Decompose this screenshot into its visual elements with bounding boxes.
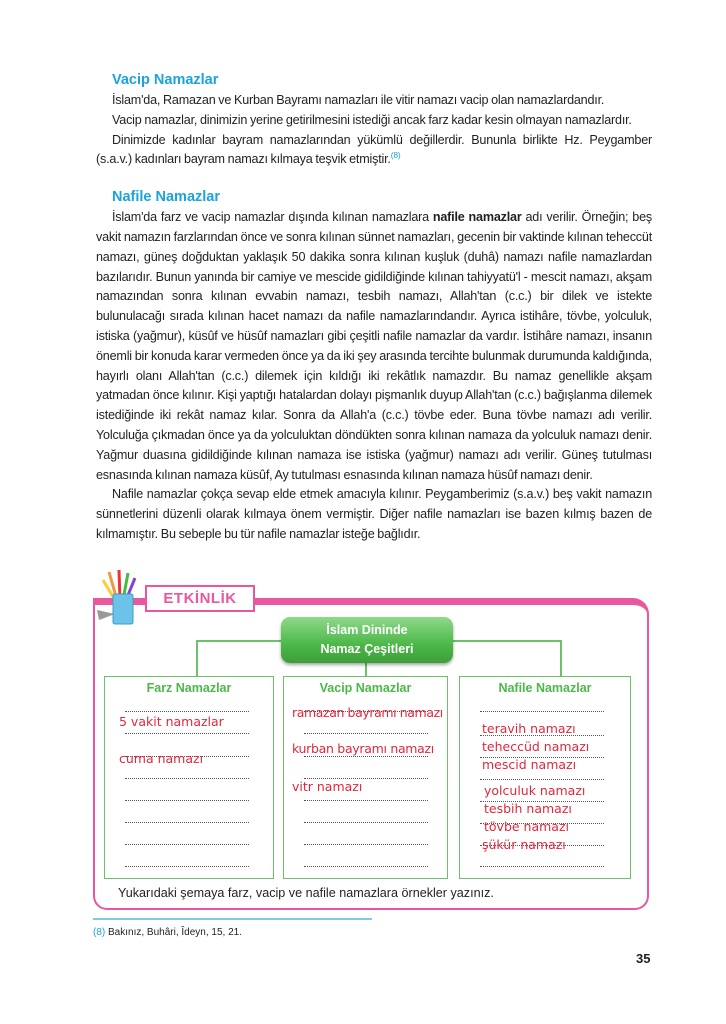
paragraph (96, 131, 652, 171)
handwritten-answer: tesbih namazı (484, 801, 572, 816)
paragraph: İslam'da, Ramazan ve Kurban Bayramı namazları ile vitir namazı vacip olan namazlardandır. (112, 93, 605, 107)
footnote (93, 927, 242, 938)
footnote-ref: (8) (390, 150, 401, 161)
paragraph-text: adı verilir. Örneğin; beş vakit namazın farzlarından önce ve sonra kılınan sünnet namazları, gecenin bir vaktinde kılınan teheccüt namazı, güneş doğduktan yaklaşık 50 dakika sonra kılınan kuşluk (duhâ) namazı nafile namazlardan bazılarıdır. Bunun yanında bir camiye ve mescide gidildiğinde kılınan tahiyyatü'l - mescit namazı, akşam namazından sonra kılınan evvabin namazı, tesbih namazı, Allah'tan (c.c.) bir dilek ve istekte bulunulacağı sırada kılınan hacet namazı da nafile namazlarındandır. Ayrıca istihâre, tövbe, yolculuk, istiska (yağmur), küsûf ve hüsûf namazları gibi çeşitli nafile namazlar da vardır. İstihâre namazı, insanın önemli bir konuda karar vermeden önce ya da iki şey arasında tercihte bulunmak durumunda kaldığında, hayırlı olanı Allah'tan (c.c.) dilemek için kıldığı iki rekâtlık namazdır. Bu namaz genellikle akşam yatmadan önce kılınır. Kişi yaptığı hatalardan dolayı pişmanlık duyup Allah'tan (c.c.) bağışlanma dilemek istediğinde iki rekât namaz kılar. Sonra da Allah'a (c.c.) tövbe eder. Buna tövbe namazı adı verilir. Yolculuğa çıkmadan önce ya da yolculuktan döndükten sonra kılınan namaza da yolculuk namazı denir. Yağmur duasına gidildiğinde kılınan namaza ise istiska (yağmur) namazı adı verilir. Güneş tutulması esnasında kılınan namaza küsûf, Ay tutulması esnasında kılınan namaza hüsûf namazı denir. (96, 210, 652, 482)
answer-line[interactable] (125, 733, 249, 734)
activity-instruction: Yukarıdaki şemaya farz, vacip ve nafile namazlara örnekler yazınız. (118, 886, 494, 900)
answer-line[interactable] (125, 711, 249, 712)
paragraph (96, 208, 652, 485)
column-vacip (283, 676, 448, 879)
answer-line[interactable] (304, 733, 428, 734)
answer-line[interactable] (480, 779, 604, 780)
answer-line[interactable] (304, 822, 428, 823)
body-text (96, 71, 652, 545)
answer-line[interactable] (304, 800, 428, 801)
column-nafile (459, 676, 631, 879)
page-number: 35 (636, 951, 651, 966)
answer-line[interactable] (125, 822, 249, 823)
connector-line (196, 640, 281, 642)
answer-line[interactable] (125, 778, 249, 779)
section-title-vacip: Vacip Namazlar (112, 72, 219, 88)
pencil-cup-icon (95, 570, 141, 626)
paragraph: Vacip namazlar, dinimizin yerine getirilmesini istediği ancak farz kadar kesin olmayan namazlardır. (112, 112, 632, 127)
answer-line[interactable] (125, 800, 249, 801)
footnote-text: Bakınız, Buhâri, Îdeyn, 15, 21. (105, 927, 242, 938)
center-node (281, 617, 453, 663)
column-title: Nafile Namazlar (498, 681, 592, 695)
activity-label: ETKİNLİK (145, 585, 255, 612)
answer-line[interactable] (304, 844, 428, 845)
handwritten-answer: cuma namazı (119, 751, 204, 766)
bold-term: nafile namazlar (432, 210, 522, 225)
column-title: Vacip Namazlar (319, 681, 412, 695)
paragraph: Nafile namazlar çokça sevap elde etmek amacıyla kılınır. Peygamberimiz (s.a.v.) beş vakit namazın sünnetlerini düzenli olarak kılmaya önem vermiştir. Diğer nafile namazları ise bazen kılmış bazen de kılmamıştır. Bu sebeple bu tür nafile namazlar isteğe bağlıdır. (96, 487, 652, 541)
handwritten-answer: teravih namazı (482, 721, 576, 736)
center-node-line1: İslam Dininde (326, 623, 408, 637)
column-farz (104, 676, 274, 879)
section-gap (96, 170, 652, 188)
connector-line (196, 640, 198, 676)
center-node-line2: Namaz Çeşitleri (320, 642, 414, 656)
paragraph-text: İslam'da farz ve vacip namazlar dışında kılınan namazlara (112, 210, 433, 225)
paragraph-text: Dinimizde kadınlar bayram namazlarından yükümlü değillerdir. Bununla birlikte Hz. Peygamber (s.a.v.) kadınları bayram namazı kılmaya teşvik etmiştir. (96, 132, 652, 167)
answer-line[interactable] (125, 866, 249, 867)
footnote-number: (8) (93, 927, 106, 938)
column-title: Farz Namazlar (146, 681, 232, 695)
footnote-divider (93, 918, 372, 920)
answer-line[interactable] (480, 711, 604, 712)
handwritten-answer: vitr namazı (292, 779, 363, 794)
handwritten-answer: mescid namazı (482, 757, 577, 772)
handwritten-answer: tövbe namazı (484, 819, 569, 834)
answer-line[interactable] (304, 756, 428, 757)
answer-line[interactable] (304, 866, 428, 867)
handwritten-answer: şükür namazı (482, 837, 566, 852)
connector-line (560, 640, 562, 676)
answer-line[interactable] (480, 866, 604, 867)
handwritten-answer: yolculuk namazı (484, 783, 586, 798)
handwritten-answer: teheccüd namazı (482, 739, 590, 754)
handwritten-answer: 5 vakit namazlar (119, 714, 224, 729)
section-title-nafile: Nafile Namazlar (112, 189, 220, 206)
handwritten-answer: ramazan bayramı namazı (292, 705, 443, 720)
handwritten-answer: kurban bayramı namazı (292, 741, 434, 756)
answer-line[interactable] (125, 844, 249, 845)
connector-line (453, 640, 560, 642)
connector-line (365, 663, 367, 676)
